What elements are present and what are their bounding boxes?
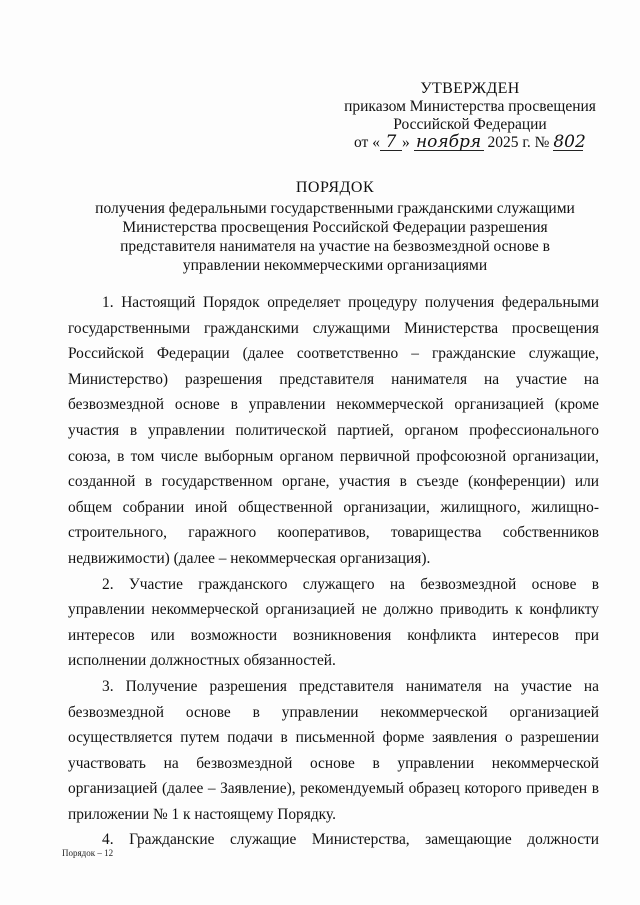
document-title-block — [80, 178, 590, 275]
approval-stamp — [340, 80, 600, 152]
paragraph-2: 2. Участие гражданского служащего на безвозмездной основе в управлении некоммерческой организацией не должно приводить к конфликту интересов или возможности возникновения конфликта интересов при исполнении должностных обязанностей. — [68, 575, 599, 670]
approval-line-1: приказом Министерства просвещения — [344, 98, 596, 115]
document-body — [68, 290, 599, 853]
approval-date-line — [340, 134, 600, 152]
handwritten-order-number: 802 — [553, 132, 586, 152]
date-year: 2025 г. № — [487, 134, 550, 151]
date-quote-close: » — [401, 134, 410, 151]
document-title: ПОРЯДОК — [295, 179, 375, 196]
paragraph-4: 4. Гражданские служащие Министерства, замещающие должности — [102, 831, 599, 849]
page-footer: Порядок – 12 — [62, 848, 114, 858]
handwritten-day: 7 — [380, 134, 402, 151]
handwritten-month: ноября — [414, 134, 484, 151]
paragraph-1: 1. Настоящий Порядок определяет процедуру получения федеральными государственными гражданскими служащими Министерства просвещения Российской Федерации (далее соответственно – гражданские служащие, Министерство) разрешения представителя нанимателя на участие на безвозмездной основе в управлении некоммерческой организацией (кроме участия в управлении политической партией, органом профессионального союза, в том числе выборным органом первичной профсоюзной организации, созданной в государственном органе, участия в съезде (конференции) или общем собрании иной общественной организации, жилищного, жилищно-строительного, гаражного кооперативов, товарищества собственников недвижимости) (далее – некоммерческая организация). — [68, 294, 599, 567]
approval-heading: УТВЕРЖДЕН — [420, 80, 520, 97]
paragraph-3: 3. Получение разрешения представителя нанимателя на участие на безвозмездной основе в управлении некоммерческой организацией осуществляется путем подачи в письменной форме заявления о разрешении участвовать на безвозмездной основе в управлении некоммерческой организацией (далее – Заявление), рекомендуемый образец которого приведен в приложении № 1 к настоящему Порядку. — [68, 677, 599, 823]
date-prefix: от « — [354, 134, 380, 151]
approval-line-2: Российской Федерации — [393, 116, 547, 133]
document-subtitle: получения федеральными государственными гражданскими служащими Министерства просвещения Российской Федерации разрешения представителя нанимателя на участие на безвозмездной основе в управлении некоммерческими организациями — [95, 200, 575, 274]
